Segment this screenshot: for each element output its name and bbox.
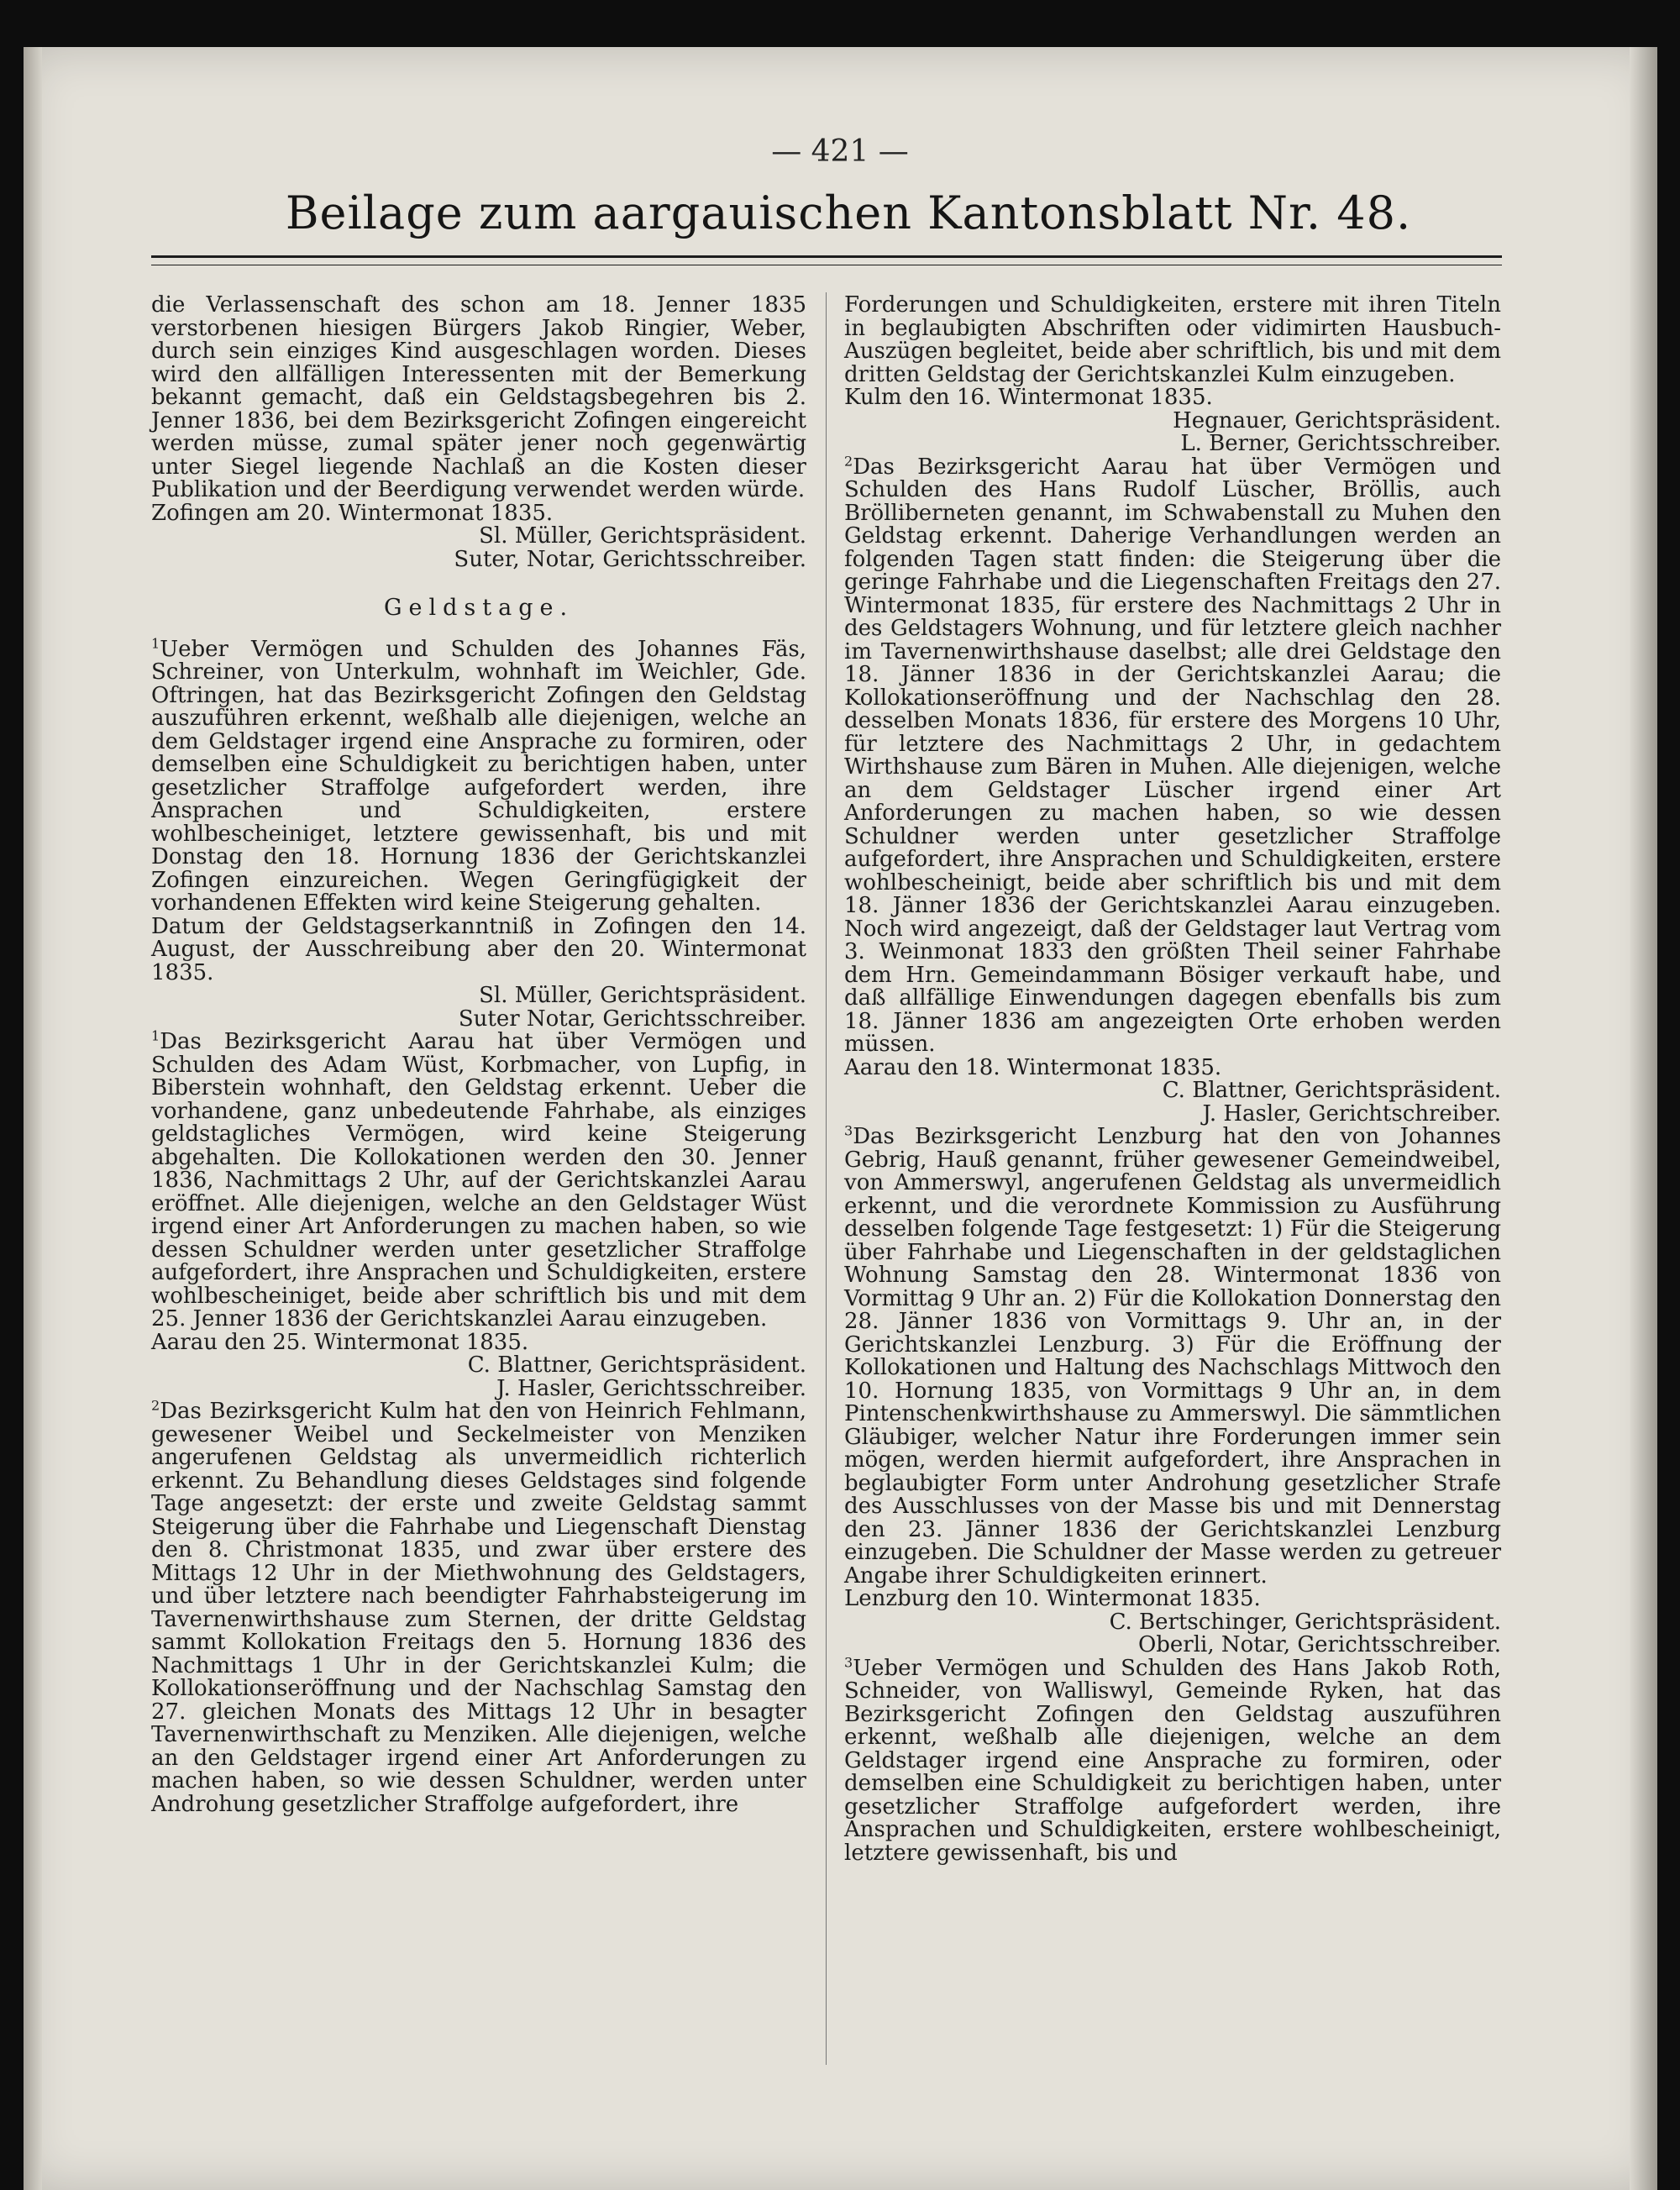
notice-fehlmann-signature-clerk: L. Berner, Gerichtsschreiber. (1180, 431, 1501, 456)
continuation-text: die Verlassenschaft des schon am 18. Jenner 1835 verstorbenen hiesigen Bürgers Jakob Ringier, Weber, durch sein einziges Kind ausgeschlagen worden. Dieses wird den allfälligen Interessenten mit der Bemerkung bekannt gemacht, daß ein Geldstagsbegehren bis 2. Jenner 1836, bei dem Bezirksgericht Zofingen eingereicht werden müsse, zumal später jener noch gegenwärtig unter Siegel liegende Nachlaß an die Kosten dieser Publikation und der Beerdigung verwendet werden würde. (151, 292, 806, 502)
notice-marker: 3 (844, 1653, 853, 1670)
notice-fehlmann-signature-president: Hegnauer, Gerichtspräsident. (1173, 407, 1501, 433)
page-edge-shadow (1630, 47, 1657, 2190)
notice-fas-signature-clerk: Suter Notar, Gerichtsschreiber. (458, 1006, 806, 1032)
left-column (151, 294, 806, 1816)
page-number: — 421 — (771, 134, 909, 169)
notice-marker: 3 (844, 1122, 853, 1139)
notice-roth (844, 1653, 1501, 1866)
notice-wust-signature-president: C. Blattner, Gerichtspräsident. (467, 1352, 806, 1378)
notice-fas (151, 634, 806, 916)
notice-marker: 2 (844, 452, 853, 469)
continuation-signature-president: Sl. Müller, Gerichtspräsident. (479, 523, 806, 549)
notice-fas-signature-president: Sl. Müller, Gerichtspräsident. (479, 983, 806, 1008)
notice-gebrig-signature-president: C. Bertschinger, Gerichtspräsident. (1109, 1609, 1501, 1635)
notice-luscher-signature-clerk: J. Hasler, Gerichtschreiber. (1202, 1100, 1501, 1127)
notice-luscher-signature-president: C. Blattner, Gerichtspräsident. (1162, 1078, 1501, 1103)
continuation-signature-clerk: Suter, Notar, Gerichtsschreiber. (454, 546, 806, 572)
notice-wust-signature-clerk: J. Hasler, Gerichtsschreiber. (496, 1375, 806, 1401)
notice-marker: 1 (151, 1027, 160, 1044)
notice-wust (151, 1027, 806, 1331)
notice-luscher (844, 452, 1501, 1057)
notice-wust-date: Aarau den 25. Wintermonat 1835. (151, 1329, 529, 1355)
masthead-title: Beilage zum aargauischen Kantonsblatt Nr. 48. (285, 186, 1412, 239)
continuation-date: Zofingen am 20. Wintermonat 1835. (151, 500, 554, 526)
notice-gebrig-date: Lenzburg den 10. Wintermonat 1835. (844, 1586, 1261, 1611)
notice-roth-text: Ueber Vermögen und Schulden des Hans Jakob Roth, Schneider, von Walliswyl, Gemeinde Ryken, hat das Bezirksgericht Zofingen den Geldstag auszuführen erkennt, weßhalb alle diejenigen, welche an dem Geldstager irgend eine Ansprache zu formiren, oder demselben eine Schuldigkeit zu berichtigen haben, unter gesetzlicher Straffolge aufgefordert werden, ihre Ansprachen und Schuldigkeiten, erstere wohlbescheinigt, letztere gewissenhaft, bis und (844, 1655, 1501, 1866)
notice-fas-text: Ueber Vermögen und Schulden des Johannes Fäs, Schreiner, von Unterkulm, wohnhaft im Weichler, Gde. Oftringen, hat das Bezirksgericht Zofingen den Geldstag auszuführen erkennt, weßhalb alle diejenigen, welche an dem Geldstager irgend eine Ansprache zu formiren, oder demselben eine Schuldigkeit zu berichtigen haben, unter gesetzlicher Straffolge aufgefordert werden, ihre Ansprachen und Schuldigkeiten, erstere wohlbescheiniget, letztere gewissenhaft, bis und mit Donstag den 18. Hornung 1836 der Gerichtskanzlei Zofingen einzureichen. Wegen Geringfügigkeit der vorhandenen Effekten wird keine Steigerung gehalten. (151, 636, 806, 916)
notice-fehlmann-text: Das Bezirksgericht Kulm hat den von Heinrich Fehlmann, gewesener Weibel und Seckelmeister von Menziken angerufenen Geldstag als unvermeidlich richterlich erkennt. Zu Behandlung dieses Geldstages sind folgende Tage angesetzt: der erste und zweite Geldstag sammt Steigerung über die Fahrhabe und Liegenschaft Dienstag den 8. Christmonat 1835, und zwar über erstere des Mittags 12 Uhr in der Miethwohnung des Geldstagers, und über letztere nach beendigter Fahrhabsteigerung im Tavernenwirthshause zum Sternen, der dritte Geldstag sammt Kollokation Freitags den 5. Hornung 1836 des Nachmittags 1 Uhr in der Gerichtskanzlei Kulm; die Kollokationseröffnung und der Nachschlag Samstag den 27. gleichen Monats des Mittags 12 Uhr in besagter Tavernenwirthschaft zu Menziken. Alle diejenigen, welche an den Geldstager irgend einer Art Anforderungen zu machen haben, so wie dessen Schuldner, werden unter Androhung gesetzlicher Straffolge aufgefordert, ihre (151, 1399, 806, 1817)
notice-marker: 1 (151, 634, 160, 651)
notice-marker: 2 (151, 1397, 160, 1414)
notice-fehlmann-date: Kulm den 16. Wintermonat 1835. (844, 385, 1213, 410)
section-heading-geldstage: Geldstage. (383, 595, 575, 621)
column-divider (826, 292, 827, 2065)
notice-gebrig-text: Das Bezirksgericht Lenzburg hat den von Johannes Gebrig, Hauß genannt, früher gewesener Gemeindweibel, von Ammerswyl, angerufenen Geldstag als unvermeidlich erkennt, und die verordnete Kommission zu Ausführung desselben folgende Tage festgesetzt: 1) Für die Steigerung über Fahrhabe und Liegenschaften in der geldstaglichen Wohnung Samstag den 28. Wintermonat 1836 von Vormittag 9 Uhr an. 2) Für die Kollokation Donnerstag den 28. Jänner 1836 von Vormittags 9. Uhr an, in der Gerichtskanzlei Lenzburg. 3) Für die Eröffnung der Kollokationen und Haltung des Nachschlags Mittwoch den 10. Hornung 1835, von Vormittags 9 Uhr an, in dem Pintenschenkwirthshause zu Ammerswyl. Die sämmtlichen Gläubiger, welcher Natur ihre Forderungen immer sein mögen, werden hiermit aufgefordert, ihre Ansprachen in beglaubigter Form unter Androhung gesetzlicher Strafe des Ausschlusses von der Masse bis und mit Dennerstag den 23. Jänner 1836 der Gerichtskanzlei Lenzburg einzugeben. Die Schuldner der Masse werden zu getreuer Angabe ihrer Schuldigkeiten erinnert. (844, 1124, 1501, 1589)
notice-luscher-text: Das Bezirksgericht Aarau hat über Vermögen und Schulden des Hans Rudolf Lüscher, Bröllis, auch Brölliberneten genannt, im Schwabenstall zu Muhen den Geldstag erkennt. Daherige Verhandlungen werden an folgenden Tagen statt finden: die Steigerung über die geringe Fahrhabe und die Liegenschaften Freitags den 27. Wintermonat 1835, für erstere des Nachmittags 2 Uhr in des Geldstagers Wohnung, und für letztere gleich nachher im Tavernenwirthshause daselbst; alle drei Geldstage den 18. Jänner 1836 in der Gerichtskanzlei Aarau; die Kollokationseröffnung und der Nachschlag den 28. desselben Monats 1836, für erstere des Morgens 10 Uhr, für letztere des Nachmittags 2 Uhr, in gedachtem Wirthshause zum Bären in Muhen. Alle diejenigen, welche an dem Geldstager Lüscher irgend einer Art Anforderungen zu machen haben, so wie dessen Schuldner werden unter gesetzlicher Straffolge aufgefordert, ihre Ansprachen und Schuldigkeiten, erstere wohlbescheinigt, beide aber schriftlich bis und mit dem 18. Jänner 1836 der Gerichtskanzlei Aarau einzugeben. Noch wird angezeigt, daß der Geldstager laut Vertrag vom 3. Weinmonat 1833 den größten Theil seiner Fahrhabe dem Hrn. Gemeindammann Bösiger verkauft habe, und daß allfällige Einwendungen dagegen ebenfalls bis zum 18. Jänner 1836 am angezeigten Orte erhoben werden müssen. (844, 454, 1501, 1057)
notice-fehlmann-continuation: Forderungen und Schuldigkeiten, erstere mit ihren Titeln in beglaubigten Abschriften oder vidimirten Hausbuch-Auszügen begleitet, beide aber schriftlich, bis und mit dem dritten Geldstag der Gerichtskanzlei Kulm einzugeben. (844, 292, 1501, 387)
notice-fehlmann (151, 1397, 806, 1817)
page-fold-shadow (24, 47, 42, 2190)
right-column (844, 294, 1501, 1865)
notice-luscher-date: Aarau den 18. Wintermonat 1835. (844, 1054, 1222, 1080)
notice-fas-date: Datum der Geldstagserkanntniß in Zofingen den 14. August, der Ausschreibung aber den 20. Wintermonat 1835. (151, 913, 806, 985)
masthead-rule-thick (151, 255, 1502, 258)
notice-gebrig-signature-clerk: Oberli, Notar, Gerichtsschreiber. (1137, 1632, 1501, 1657)
notice-wust-text: Das Bezirksgericht Aarau hat über Vermögen und Schulden des Adam Wüst, Korbmacher, von Lupfig, in Biberstein wohnhaft, den Geldstag erkennt. Ueber die vorhandene, ganz unbedeutende Fahrhabe, als einziges geldstagliches Vermögen, wird keine Steigerung abgehalten. Die Kollokationen werden den 30. Jenner 1836, Nachmittags 2 Uhr, auf der Gerichtskanzlei Aarau eröffnet. Alle diejenigen, welche an den Geldstager Wüst irgend einer Art Anforderungen zu machen haben, so wie dessen Schuldner werden unter gesetzlicher Straffolge aufgefordert, ihre Ansprachen und Schuldigkeiten, erstere wohlbescheiniget, beide aber schriftlich bis und mit dem 25. Jenner 1836 der Gerichtskanzlei Aarau einzugeben. (151, 1029, 806, 1331)
notice-gebrig (844, 1122, 1501, 1589)
